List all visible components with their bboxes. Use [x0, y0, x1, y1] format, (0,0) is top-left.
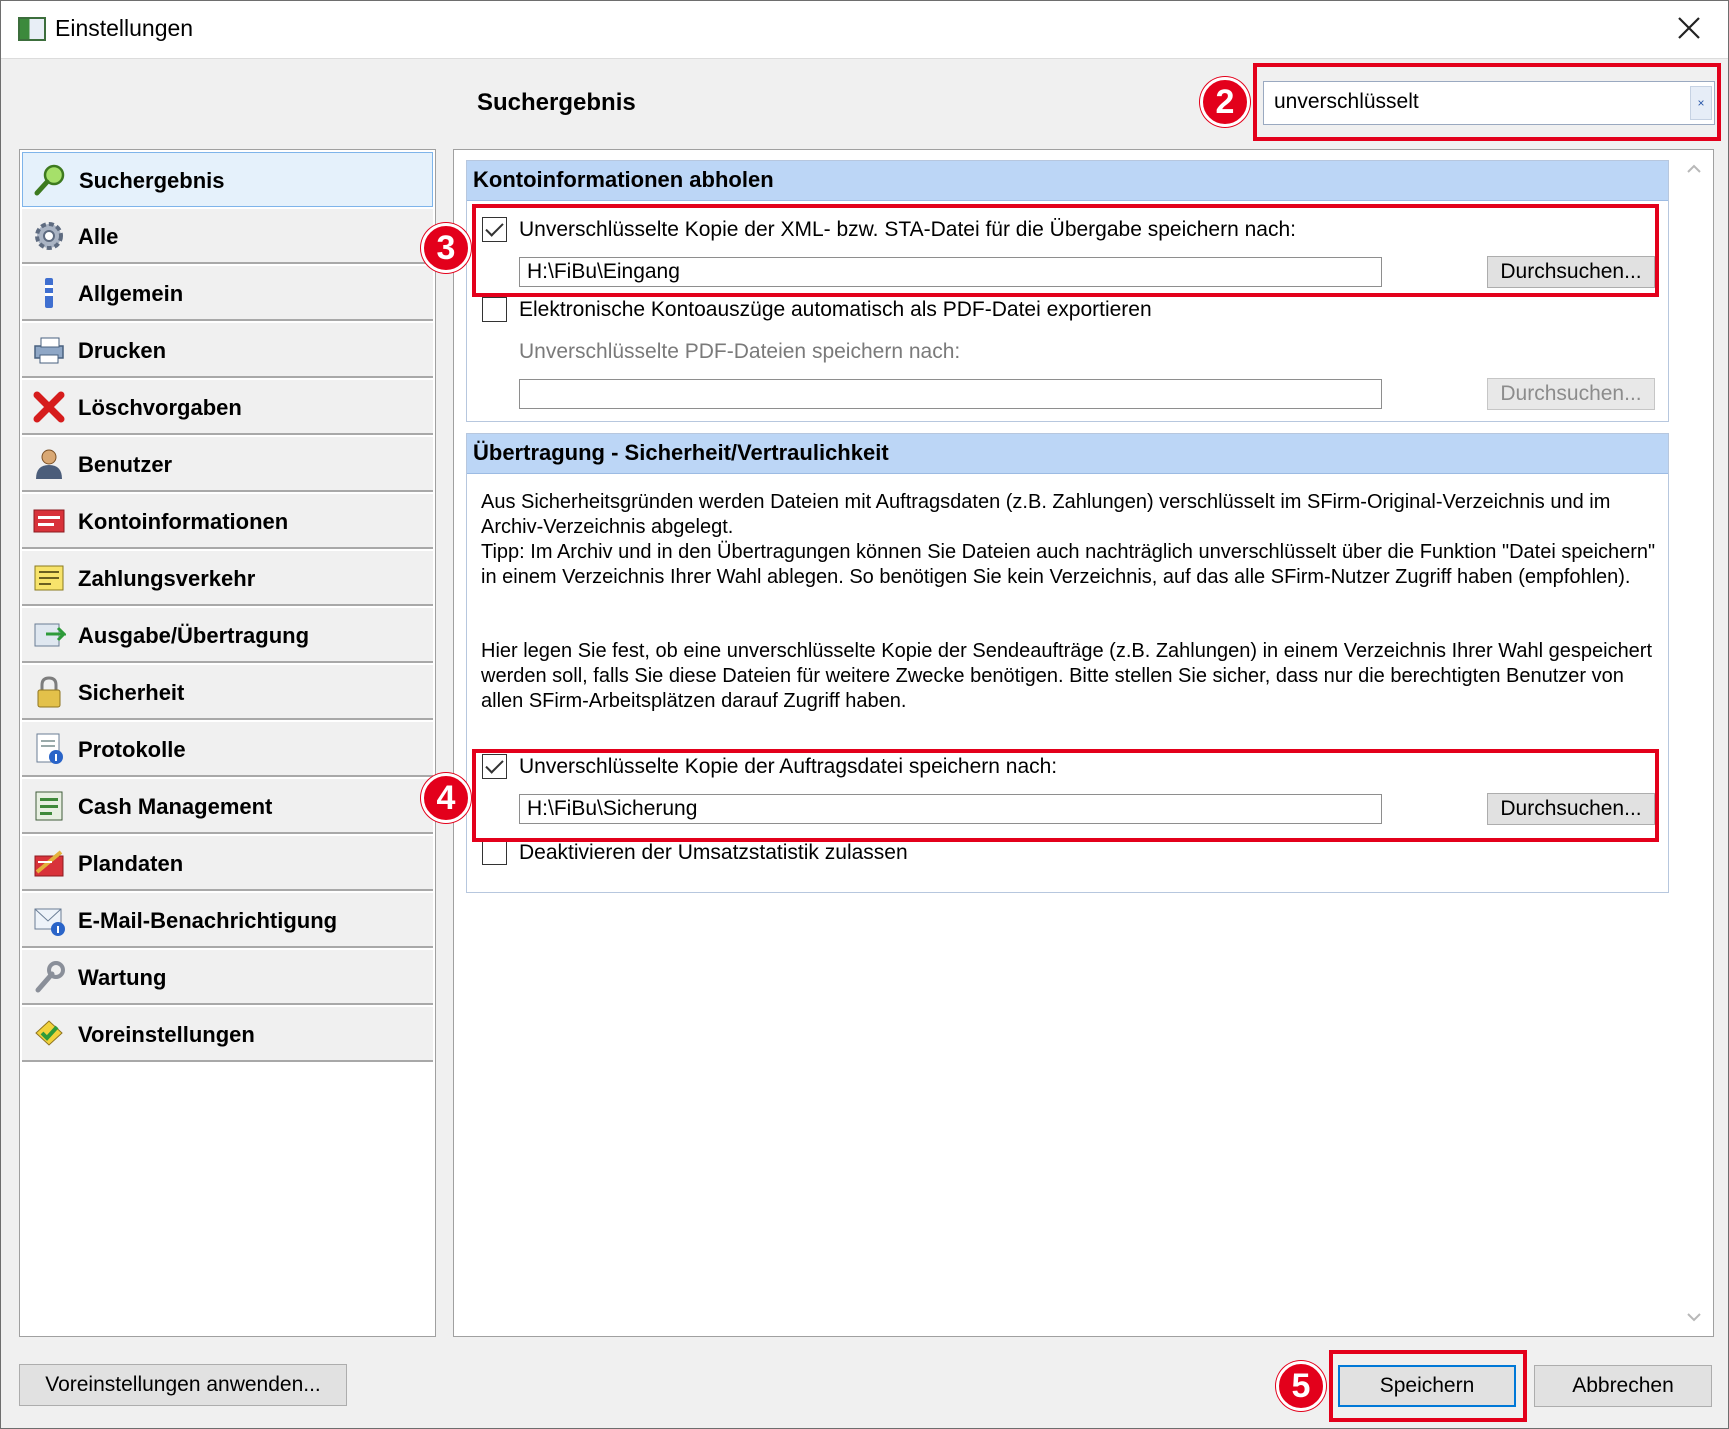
scroll-up-button[interactable]: [1682, 162, 1706, 184]
log-icon: [32, 732, 66, 766]
pdf-export-checkbox[interactable]: [482, 297, 507, 322]
sidebar-item-suchergebnis[interactable]: [22, 152, 433, 207]
sidebar-item-label: Suchergebnis: [79, 168, 225, 193]
xml-copy-checkbox[interactable]: [482, 217, 507, 242]
close-icon: [1668, 7, 1710, 49]
clear-icon: ×: [1697, 96, 1705, 110]
disable-statistics-label: Deaktivieren der Umsatzstatistik zulassen: [519, 841, 908, 864]
sidebar-item-protokolle[interactable]: [22, 722, 433, 777]
sidebar-item-loeschvorgaben[interactable]: [22, 380, 433, 435]
search-clear-button[interactable]: [1690, 86, 1712, 120]
close-button[interactable]: [1668, 7, 1710, 49]
title-bar: [1, 1, 1728, 59]
user-icon: [32, 447, 66, 481]
transmission-icon: [32, 618, 66, 652]
cancel-button[interactable]: Abbrechen: [1534, 1365, 1712, 1407]
sidebar-item-zahlungsverkehr[interactable]: [22, 551, 433, 606]
order-copy-browse-button[interactable]: Durchsuchen...: [1487, 793, 1655, 825]
sidebar-item-label: E-Mail-Benachrichtigung: [78, 908, 338, 933]
pdf-path-label: Unverschlüsselte PDF-Dateien speichern nach:: [519, 340, 961, 363]
sidebar: [19, 149, 436, 1337]
step-badge-4: 4: [421, 773, 471, 823]
chevron-down-icon: [1685, 1311, 1703, 1323]
sidebar-item-label: Protokolle: [78, 737, 186, 762]
sidebar-item-wartung[interactable]: [22, 950, 433, 1005]
account-info-icon: [32, 504, 66, 538]
search-input[interactable]: [1272, 86, 1672, 118]
sidebar-item-label: Sicherheit: [78, 680, 185, 705]
pdf-export-label: Elektronische Kontoauszüge automatisch als PDF-Datei exportieren: [519, 298, 1152, 321]
gear-icon: [32, 219, 66, 253]
sidebar-item-plandaten[interactable]: [22, 836, 433, 891]
xml-copy-label: Unverschlüsselte Kopie der XML- bzw. STA-Datei für die Übergabe speichern nach:: [519, 218, 1296, 241]
presets-icon: [32, 1017, 66, 1051]
sidebar-item-kontoinformationen[interactable]: [22, 494, 433, 549]
lock-icon: [32, 675, 66, 709]
tip-text: Tipp: Im Archiv und in den Übertragungen können Sie Dateien auch nachträglich unverschlüsselt über die Funktion "Datei speichern" in einem Verzeichnis Ihrer Wahl ablegen. So benötigen Sie kein Verzeichnis, auf das alle SFirm-Nutzer Zugriff haben (empfohlen).: [481, 541, 1656, 588]
magnifier-icon: [33, 163, 67, 197]
content-panel: [453, 149, 1714, 1337]
sidebar-item-label: Löschvorgaben: [78, 395, 242, 420]
explanation-text: Hier legen Sie fest, ob eine unverschlüsselte Kopie der Sendeaufträge (z.B. Zahlungen) in einem Verzeichnis Ihrer Wahl gespeichert werden soll, falls Sie diese Dateien für weitere Zwecke benötigen. Bitte stellen Sie sicher, dass nur die berechtigten Benutzer von allen SFirm-Arbeitsplätzen darauf Zugriff haben.: [481, 640, 1653, 712]
search-box: [1263, 81, 1715, 125]
save-button[interactable]: Speichern: [1338, 1365, 1516, 1407]
sidebar-item-label: Kontoinformationen: [78, 509, 289, 534]
section-kontoinformationen: [466, 160, 1669, 422]
sidebar-item-cash-management[interactable]: [22, 779, 433, 834]
step-badge-3: 3: [421, 223, 471, 273]
page-title: Suchergebnis: [477, 89, 636, 116]
sidebar-item-label: Allgemein: [78, 281, 184, 306]
sidebar-item-label: Wartung: [78, 965, 167, 990]
section-uebertragung: [466, 433, 1669, 893]
order-copy-label: Unverschlüsselte Kopie der Auftragsdatei speichern nach:: [519, 755, 1058, 778]
sidebar-item-ausgabe-uebertragung[interactable]: [22, 608, 433, 663]
sidebar-item-label: Zahlungsverkehr: [78, 566, 256, 591]
chevron-up-icon: [1685, 163, 1703, 175]
sidebar-item-label: Cash Management: [78, 794, 273, 819]
step-badge-2: 2: [1200, 77, 1250, 127]
cash-management-icon: [32, 789, 66, 823]
red-cross-icon: [32, 390, 66, 424]
wrench-icon: [32, 960, 66, 994]
sidebar-item-voreinstellungen[interactable]: [22, 1007, 433, 1062]
settings-bar-icon: [32, 276, 66, 310]
plan-data-icon: [32, 846, 66, 880]
sidebar-item-alle[interactable]: [22, 209, 433, 264]
sidebar-item-email-benachrichtigung[interactable]: [22, 893, 433, 948]
sidebar-item-label: Drucken: [78, 338, 167, 363]
app-icon: [18, 17, 46, 41]
sidebar-item-benutzer[interactable]: [22, 437, 433, 492]
sidebar-item-drucken[interactable]: [22, 323, 433, 378]
sidebar-item-sicherheit[interactable]: [22, 665, 433, 720]
pdf-browse-button[interactable]: Durchsuchen...: [1487, 378, 1655, 410]
apply-presets-button[interactable]: Voreinstellungen anwenden...: [19, 1364, 347, 1406]
xml-copy-browse-button[interactable]: Durchsuchen...: [1487, 256, 1655, 288]
order-copy-checkbox[interactable]: [482, 754, 507, 779]
sidebar-item-label: Voreinstellungen: [78, 1022, 255, 1047]
section-title: Übertragung - Sicherheit/Vertraulichkeit: [467, 434, 1668, 474]
order-copy-path-input[interactable]: [519, 794, 1382, 824]
window-title: Einstellungen: [55, 15, 194, 41]
sidebar-item-allgemein[interactable]: [22, 266, 433, 321]
printer-icon: [32, 333, 66, 367]
scroll-down-button[interactable]: [1682, 1310, 1706, 1332]
mail-notification-icon: [32, 903, 66, 937]
disable-statistics-checkbox[interactable]: [482, 840, 507, 865]
sidebar-item-label: Benutzer: [78, 452, 173, 477]
payment-form-icon: [32, 561, 66, 595]
pdf-path-input[interactable]: [519, 379, 1382, 409]
sidebar-item-label: Ausgabe/Übertragung: [78, 623, 310, 648]
security-info-text: Aus Sicherheitsgründen werden Dateien mit Auftragsdaten (z.B. Zahlungen) verschlüsselt im SFirm-Original-Verzeichnis und im Archiv-Verzeichnis abgelegt.: [481, 491, 1611, 538]
xml-copy-path-input[interactable]: [519, 257, 1382, 287]
section-title: Kontoinformationen abholen: [467, 161, 1668, 201]
step-badge-5: 5: [1276, 1361, 1326, 1411]
sidebar-item-label: Alle: [78, 224, 119, 249]
sidebar-item-label: Plandaten: [78, 851, 184, 876]
